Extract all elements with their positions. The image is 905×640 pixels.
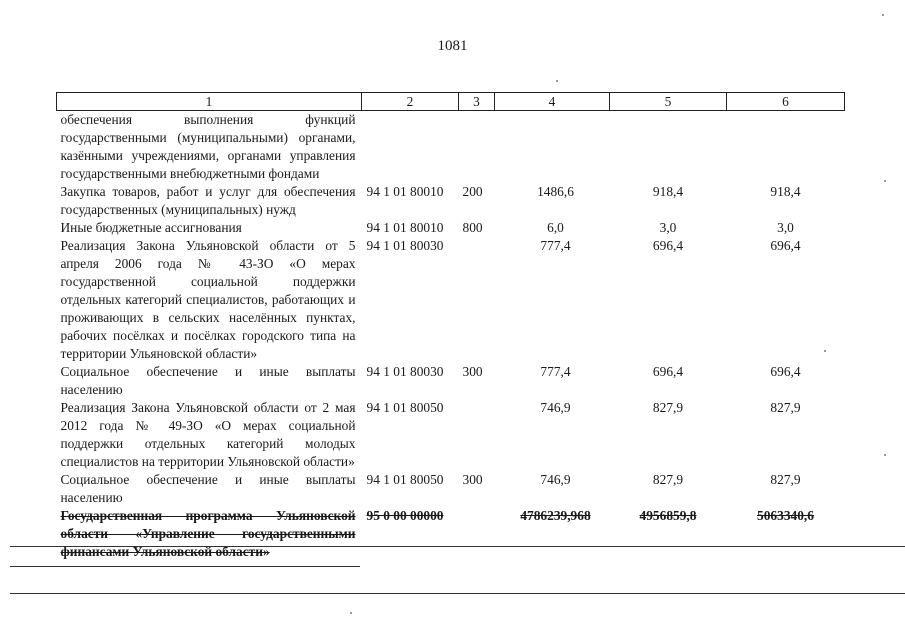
table-row: [57, 219, 845, 237]
row-value-2: 827,9: [652, 400, 684, 415]
row-value-3: 696,4: [770, 364, 801, 379]
table-row: [57, 183, 845, 219]
row-value-2: [610, 111, 727, 184]
total-name: Государственная программа Ульяновской области «Управление государственными финансами Ульяновской области»: [60, 508, 356, 559]
row-value-1: 777,4: [540, 238, 571, 253]
scan-rule-line: [10, 593, 905, 594]
table-row: [57, 399, 845, 471]
scan-speck: [556, 80, 558, 82]
scan-speck: [824, 350, 826, 352]
scan-speck: [884, 180, 886, 182]
row-value-1: 6,0: [547, 220, 564, 235]
table-row: [57, 111, 845, 184]
row-value-2: 696,4: [652, 364, 684, 379]
header-cell-5: 5: [610, 93, 727, 111]
table-row: [57, 237, 845, 363]
header-cell-4: 4: [495, 93, 610, 111]
total-vr: [459, 507, 495, 561]
row-code: 94 1 01 80010: [366, 184, 444, 199]
header-cell-2: 2: [362, 93, 459, 111]
table-row: [57, 471, 845, 507]
row-vr: [459, 237, 495, 363]
row-name: Закупка товаров, работ и услуг для обеспечения государственных (муниципальных) нужд: [60, 184, 356, 217]
row-code: 94 1 01 80030: [366, 238, 444, 253]
row-value-3: 918,4: [770, 184, 801, 199]
row-name: Иные бюджетные ассигнования: [60, 220, 242, 235]
total-value-2: 4956859,8: [639, 508, 697, 523]
row-vr: 300: [462, 364, 483, 379]
row-code: 94 1 01 80030: [366, 364, 444, 379]
row-name: Социальное обеспечение и иные выплаты населению: [60, 364, 356, 397]
row-name: обеспечения выполнения функций государственными (муниципальными) органами, казёнными учреждениями, органами управления государственными внебюджетными фондами: [60, 112, 356, 181]
row-name: Реализация Закона Ульяновской области от 5 апреля 2006 года № 43-ЗО «О мерах государственной социальной поддержки отдельных категорий специалистов, работающих и проживающих в сельских населённых пунктах, рабочих посёлках и посёлках городского типа на территории Ульяновской области»: [60, 238, 356, 361]
scan-rule-line: [10, 566, 360, 567]
header-cell-6: 6: [727, 93, 845, 111]
row-vr: [459, 399, 495, 471]
header-row: [57, 93, 845, 111]
total-value-1: 4786239,968: [520, 508, 591, 523]
row-vr: 200: [462, 184, 483, 199]
row-name: Социальное обеспечение и иные выплаты населению: [60, 472, 356, 505]
row-name: Реализация Закона Ульяновской области от 2 мая 2012 года № 49-ЗО «О мерах социальной поддержки отдельных категорий молодых специалистов на территории Ульяновской области»: [60, 400, 356, 469]
row-value-2: 918,4: [652, 184, 684, 199]
row-value-3: 3,0: [777, 220, 794, 235]
row-value-3: 827,9: [770, 472, 801, 487]
scan-speck: [350, 612, 352, 614]
scan-rule-line: [10, 546, 905, 547]
row-code: 94 1 01 80010: [366, 220, 444, 235]
row-value-3: 696,4: [770, 238, 801, 253]
scan-speck: [884, 454, 886, 456]
header-cell-1: 1: [57, 93, 362, 111]
row-value-3: [727, 111, 845, 184]
row-value-2: 696,4: [652, 238, 684, 253]
total-value-3: 5063340,6: [757, 508, 814, 523]
row-vr: 300: [462, 472, 483, 487]
scan-speck: [882, 14, 884, 16]
table-row: [57, 363, 845, 399]
row-value-1: [495, 111, 610, 184]
row-value-1: 746,9: [540, 400, 571, 415]
row-value-2: 827,9: [652, 472, 684, 487]
header-cell-3: 3: [459, 93, 495, 111]
row-value-3: 827,9: [770, 400, 801, 415]
row-value-2: 3,0: [659, 220, 677, 235]
total-code: 95 0 00 00000: [366, 508, 444, 523]
row-value-1: 746,9: [540, 472, 571, 487]
row-vr: 800: [462, 220, 483, 235]
row-vr: [459, 111, 495, 184]
row-code: 94 1 01 80050: [366, 400, 444, 415]
row-code: 94 1 01 80050: [366, 472, 444, 487]
page-number: 1081: [437, 38, 468, 54]
row-value-1: 1486,6: [537, 184, 574, 199]
row-value-1: 777,4: [540, 364, 571, 379]
total-row: [57, 507, 845, 561]
row-code: [362, 111, 459, 184]
budget-table: [56, 92, 845, 561]
